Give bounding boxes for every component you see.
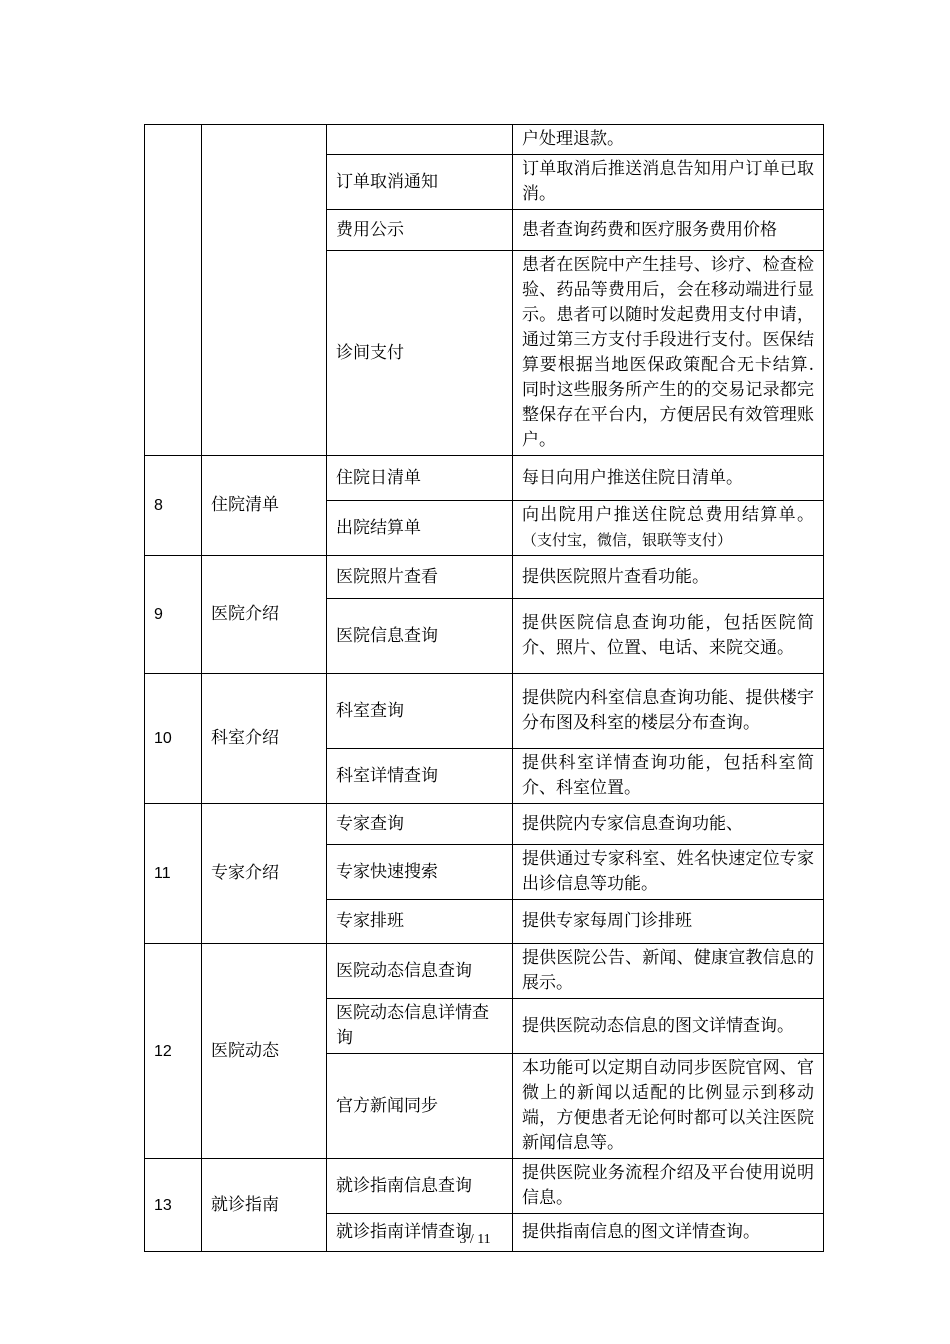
function-name-cell: 科室详情查询 [327,749,513,804]
function-name-cell: 诊间支付 [327,251,513,456]
module-name-cell: 医院动态 [202,944,327,1159]
function-name-cell: 就诊指南信息查询 [327,1159,513,1214]
table-row [145,125,824,155]
function-desc-cell: 提供通过专家科室、姓名快速定位专家出诊信息等功能。 [513,845,824,900]
row-number-cell [145,125,202,456]
function-desc-cell: 提供医院业务流程介绍及平台使用说明信息。 [513,1159,824,1214]
function-name-cell: 住院日清单 [327,456,513,501]
module-name-cell: 住院清单 [202,456,327,556]
row-number-cell: 11 [145,804,202,944]
row-number-cell: 9 [145,556,202,674]
page-number: 3 / 11 [459,1232,491,1247]
function-name-cell: 费用公示 [327,210,513,251]
function-table [144,124,824,1252]
module-name-cell [202,125,327,456]
function-desc-cell: 提供医院动态信息的图文详情查询。 [513,999,824,1054]
function-desc-cell: 向出院用户推送住院总费用结算单。（支付宝，微信，银联等支付） [513,501,824,556]
function-desc-cell: 提供医院照片查看功能。 [513,556,824,599]
module-name-cell: 专家介绍 [202,804,327,944]
function-desc-cell: 提供指南信息的图文详情查询。 [513,1214,824,1252]
table-row [145,674,824,749]
function-name-cell: 专家排班 [327,900,513,944]
function-desc-cell: 提供医院信息查询功能，包括医院简介、照片、位置、电话、来院交通。 [513,599,824,674]
function-desc-cell: 订单取消后推送消息告知用户订单已取消。 [513,155,824,210]
function-name-cell: 就诊指南详情查询 [327,1214,513,1252]
function-table-body [145,125,824,1252]
function-desc-cell: 患者查询药费和医疗服务费用价格 [513,210,824,251]
table-row [145,944,824,999]
row-number-cell: 10 [145,674,202,804]
table-row [145,556,824,599]
table-row [145,804,824,845]
payment-methods-note: （支付宝，微信，银联等支付） [522,532,733,549]
function-desc-cell: 每日向用户推送住院日清单。 [513,456,824,501]
function-desc-cell: 提供医院公告、新闻、健康宣教信息的展示。 [513,944,824,999]
function-desc-cell: 户处理退款。 [513,125,824,155]
function-desc-cell: 提供院内专家信息查询功能、 [513,804,824,845]
function-name-cell: 医院照片查看 [327,556,513,599]
function-name-cell: 医院动态信息查询 [327,944,513,999]
function-desc-cell: 提供专家每周门诊排班 [513,900,824,944]
row-number-cell: 8 [145,456,202,556]
function-name-cell: 专家查询 [327,804,513,845]
module-name-cell: 就诊指南 [202,1159,327,1252]
row-number-cell: 12 [145,944,202,1159]
module-name-cell: 医院介绍 [202,556,327,674]
function-name-cell: 专家快速搜索 [327,845,513,900]
row-number-cell: 13 [145,1159,202,1252]
module-name-cell: 科室介绍 [202,674,327,804]
table-row [145,1159,824,1214]
function-desc-cell: 本功能可以定期自动同步医院官网、官微上的新闻以适配的比例显示到移动端，方便患者无论何时都可以关注医院新闻信息等。 [513,1054,824,1159]
table-row [145,456,824,501]
function-desc-cell: 提供科室详情查询功能，包括科室简介、科室位置。 [513,749,824,804]
function-desc-cell: 患者在医院中产生挂号、诊疗、检查检验、药品等费用后，会在移动端进行显示。患者可以随时发起费用支付申请，通过第三方支付手段进行支付。医保结算要根据当地医保政策配合无卡结算.同时这些服务所产生的的交易记录都完整保存在平台内，方便居民有效管理账户。 [513,251,824,456]
function-name-cell: 出院结算单 [327,501,513,556]
function-name-cell: 医院动态信息详情查询 [327,999,513,1054]
function-name-cell [327,125,513,155]
function-name-cell: 订单取消通知 [327,155,513,210]
function-desc-cell: 提供院内科室信息查询功能、提供楼宇分布图及科室的楼层分布查询。 [513,674,824,749]
function-name-cell: 科室查询 [327,674,513,749]
function-name-cell: 医院信息查询 [327,599,513,674]
function-name-cell: 官方新闻同步 [327,1054,513,1159]
